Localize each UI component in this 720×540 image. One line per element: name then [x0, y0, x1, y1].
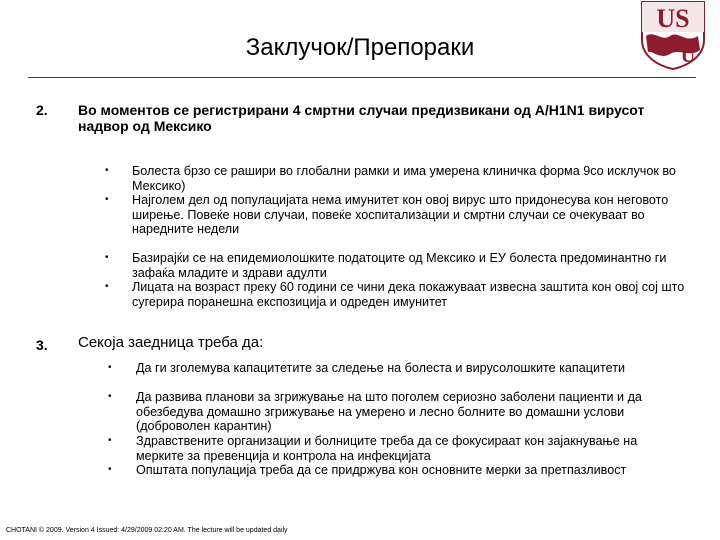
list-item — [105, 251, 692, 280]
list-item — [105, 280, 692, 309]
list-item — [108, 434, 684, 463]
bullet-list — [105, 164, 692, 309]
list-item — [105, 164, 692, 193]
bullet-icon: • — [105, 165, 109, 176]
svg-text:U: U — [680, 45, 696, 67]
bullet-text: Општата популација треба да се придржува кон основните мерки за претпазливост — [136, 463, 627, 477]
bullet-icon: • — [108, 464, 112, 475]
section-number: 3. — [36, 337, 48, 353]
bullet-icon: • — [108, 435, 112, 446]
section-number: 2. — [36, 102, 48, 118]
bullet-icon: • — [105, 281, 109, 292]
slide-title: Заклучок/Препораки — [245, 34, 475, 61]
bullet-text: Најголем дел од популацијата нема имунитет кон овој вирус што придонесува кон неговото ширење. Повеќе нови случаи, повеќе хоспитализации и смртни случаи се очекуваат во наредните недели — [132, 193, 669, 236]
bullet-text: Да развива планови за згрижување на што поголем сериозно заболени пациенти и да обезбедува домашно згрижување на умерено и лесно болните во домашни услови (доброволен карантин) — [136, 390, 642, 433]
bullet-text: Болеста брзо се рашири во глобални рамки и има умерена клиничка форма 9со исклучок во Мексико) — [132, 164, 676, 193]
bullet-icon: • — [108, 391, 112, 402]
bullet-list — [108, 361, 684, 492]
section-heading: Секоја заедница треба да: — [78, 334, 264, 351]
bullet-icon: • — [105, 252, 109, 263]
bullet-text: Базирајќи се на епидемиолошките податоците од Мексико и ЕУ болеста предоминантно ги зафаќа младите и здрави адулти — [132, 251, 667, 280]
list-item — [108, 361, 684, 390]
university-logo-icon — [640, 0, 706, 70]
list-item — [105, 193, 692, 251]
bullet-text: Здравствените организации и болниците треба да се фокусираат кон зајакнување на мерките за превенција и контрола на инфекцијата — [136, 434, 638, 463]
bullet-icon: • — [108, 362, 112, 373]
svg-text:US: US — [656, 4, 690, 33]
bullet-text: Да ги зголемува капацитетите за следење на болеста и вирусолошките капацитети — [136, 361, 625, 375]
list-item — [108, 390, 684, 434]
bullet-icon: • — [105, 194, 109, 205]
title-divider — [28, 77, 696, 78]
slide-footer: CHOTANI © 2009. Version 4 Issued: 4/29/2009 02:20 AM. The lecture will be updated daily — [6, 527, 288, 534]
section-heading: Во моментов се регистрирани 4 смртни случаи предизвикани од А/H1N1 вирусот надвор од Мексико — [78, 102, 645, 134]
bullet-text: Лицата на возраст преку 60 години се чини дека покажуваат извесна заштита кон овој сој што сугерира поранешна експозиција и одреден имунитет — [132, 280, 685, 309]
list-item — [108, 463, 684, 492]
